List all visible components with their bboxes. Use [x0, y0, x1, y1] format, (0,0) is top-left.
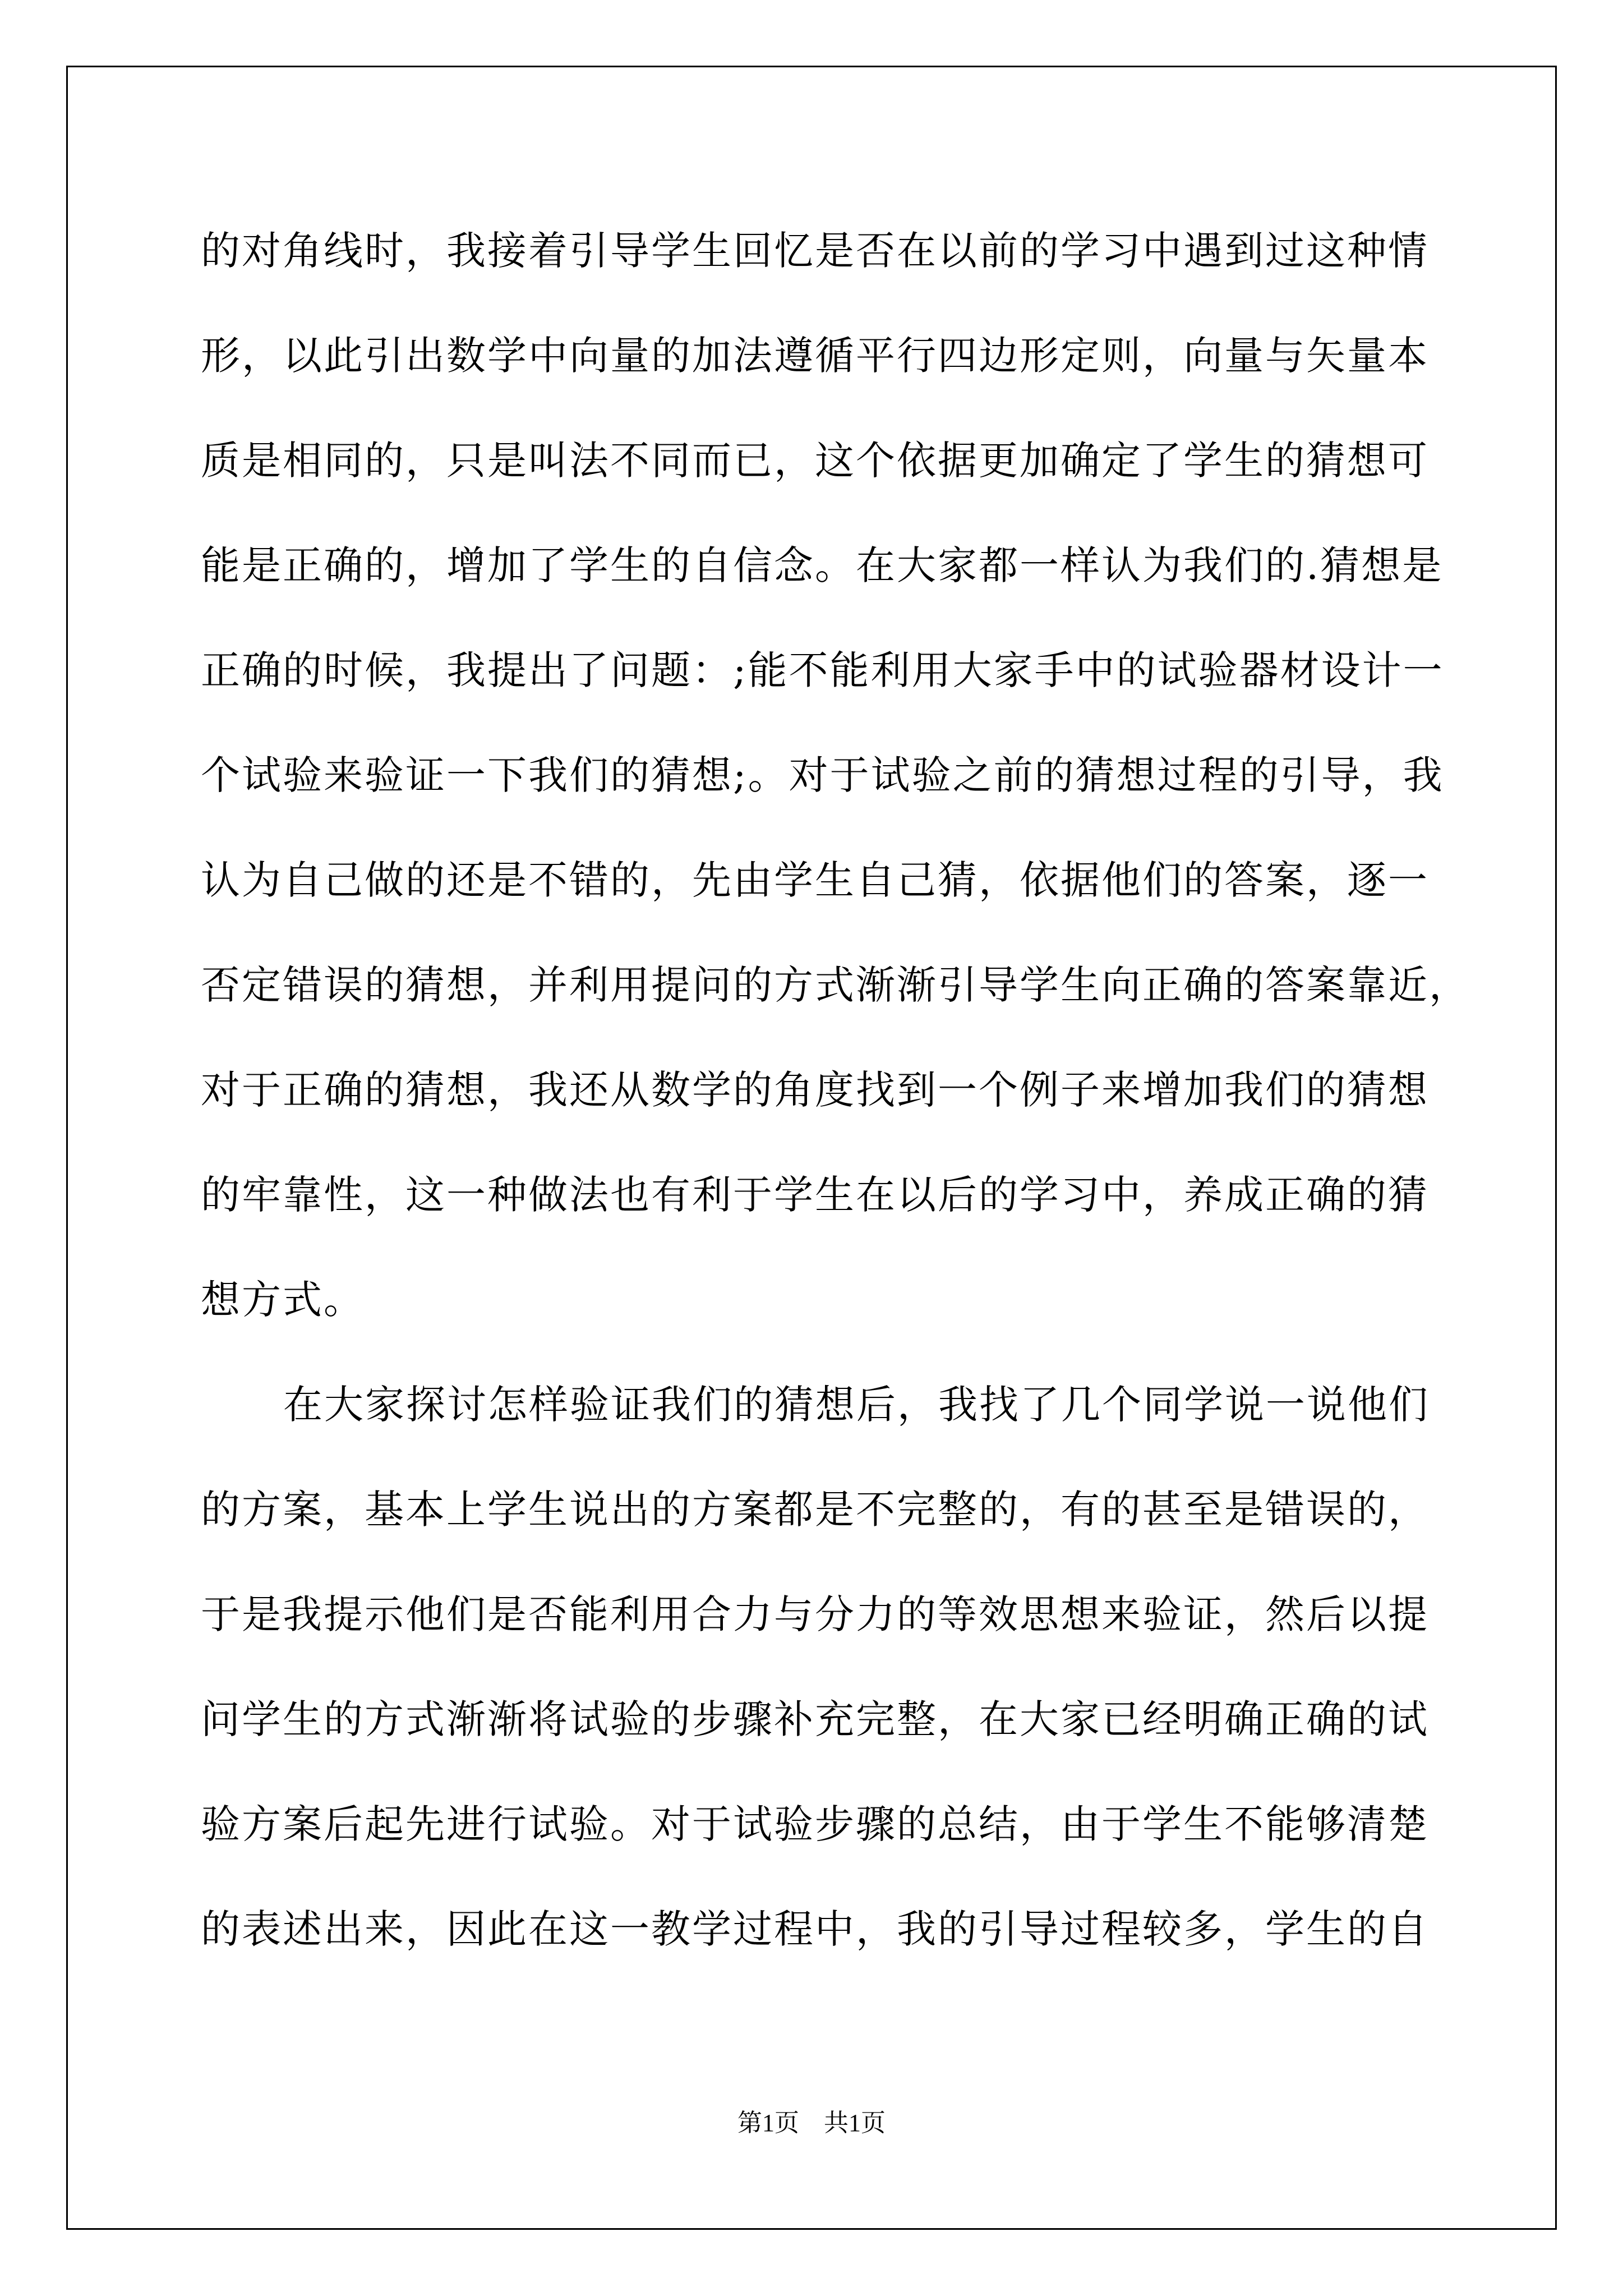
text-line: 问学生的方式渐渐将试验的步骤补充完整，在大家已经明确正确的试 [201, 1696, 1429, 1742]
text-line: 个试验来验证一下我们的猜想;。对于试验之前的猜想过程的引导，我 [201, 752, 1444, 798]
text-line: 想方式。 [201, 1277, 365, 1323]
text-line: 形，以此引出数学中向量的加法遵循平行四边形定则，向量与矢量本 [201, 333, 1429, 379]
text-line: 对于正确的猜想，我还从数学的角度找到一个例子来增加我们的猜想 [201, 1067, 1429, 1113]
text-line: 否定错误的猜想，并利用提问的方式渐渐引导学生向正确的答案靠近， [201, 962, 1470, 1008]
paragraph-first-line: 在大家探讨怎样验证我们的猜想后，我找了几个同学说一说他们 [283, 1382, 1430, 1428]
text-line: 能是正确的，增加了学生的自信念。在大家都一样认为我们的.猜想是 [201, 542, 1444, 588]
text-line: 的方案，基本上学生说出的方案都是不完整的，有的甚至是错误的， [201, 1487, 1429, 1533]
page-footer: 第1页 共1页 [737, 2109, 886, 2137]
text-line: 的对角线时，我接着引导学生回忆是否在以前的学习中遇到过这种情 [201, 228, 1429, 274]
text-line: 认为自己做的还是不错的，先由学生自己猜，依据他们的答案，逐一 [201, 857, 1429, 903]
text-line: 的牢靠性，这一种做法也有利于学生在以后的学习中，养成正确的猜 [201, 1172, 1429, 1218]
text-line: 的表述出来，因此在这一教学过程中，我的引导过程较多，学生的自 [201, 1906, 1429, 1952]
text-line: 正确的时候，我提出了问题：;能不能利用大家手中的试验器材设计一 [201, 647, 1444, 693]
text-line: 质是相同的，只是叫法不同而已，这个依据更加确定了学生的猜想可 [201, 438, 1429, 484]
text-line: 于是我提示他们是否能利用合力与分力的等效思想来验证，然后以提 [201, 1591, 1429, 1637]
text-line: 验方案后起先进行试验。对于试验步骤的总结，由于学生不能够清楚 [201, 1801, 1429, 1847]
